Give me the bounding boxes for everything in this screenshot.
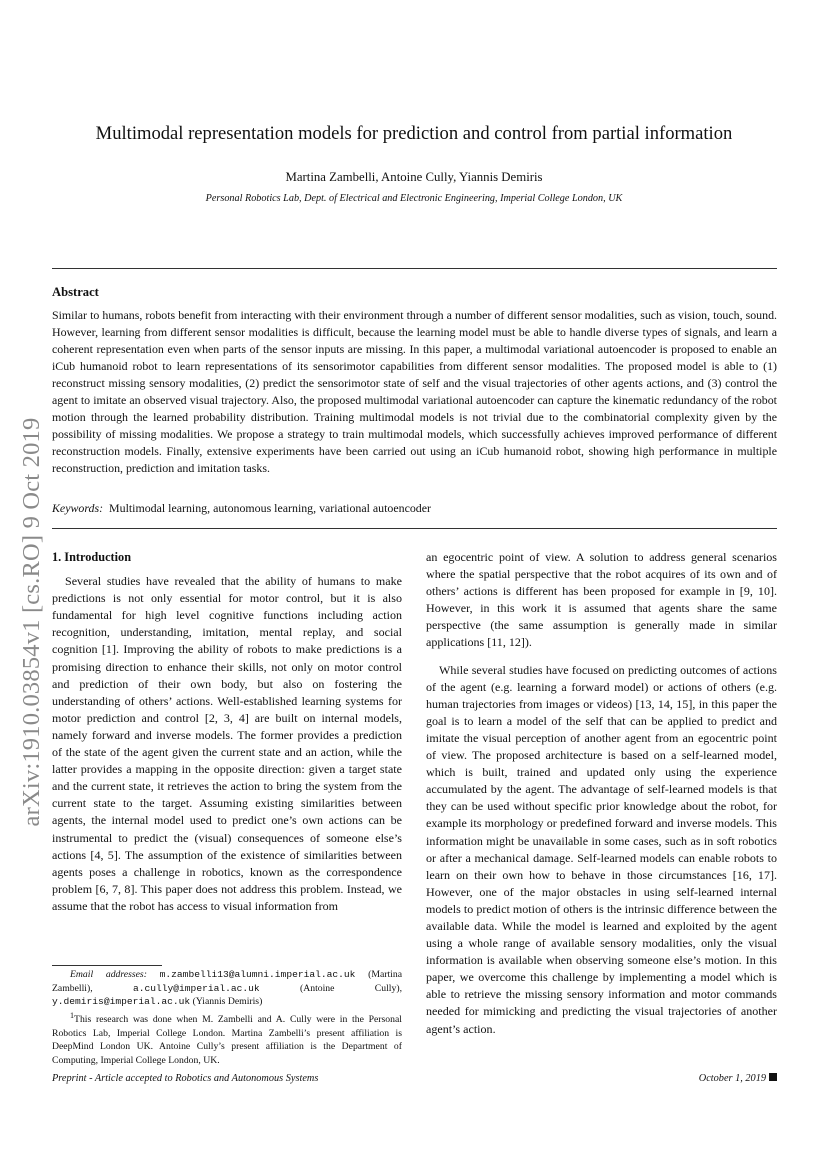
author-list: Martina Zambelli, Antoine Cully, Yiannis Demiris [285,170,543,184]
right-column [426,549,777,1038]
arxiv-sidebar [12,372,52,872]
footnotes [52,968,402,1067]
paper-title: Multimodal representation models for prediction and control from partial information [95,123,733,144]
footnote-text: This research was done when M. Zambelli and A. Cully were in the Personal Robotics Lab, Imperial College London. Martina Zambelli’s present affiliation is DeepMind London UK. Antoine Cully’s present affiliation is the Department of Computing, Imperial College London, UK. [52,1014,402,1066]
abstract-text: Similar to humans, robots benefit from interacting with their environment through a number of different sensor modalities, such as vision, touch, sound. However, learning from different sensor modalities is difficult, because the learning model must be able to handle diverse types of signals, and learn a coherent representation even when parts of the sensor inputs are missing. In this paper, a multimodal variational autoencoder is proposed to enable an iCub humanoid robot to learn representations of its sensorimotor capabilities from different sensor modalities. The proposed model is able to (1) reconstruct missing sensory modalities, (2) predict the sensorimotor state of self and the visual trajectories of other agents actions, and (3) control the agent to imitate an observed visual trajectory. Also, the proposed multimodal variational autoencoder can capture the kinematic redundancy of the robot motion through the learned probability distribution. Training multimodal models is not trivial due to the combinatorial complexity given by the possibility of missing modalities. We propose a strategy to train multimodal models, which successfully achieves improved performance of different reconstruction models. Finally, extensive experiments have been carried out using an iCub humanoid robot, showing high performance in multiple reconstruction, prediction and imitation tasks. [52,308,777,475]
intro-paragraph: Several studies have revealed that the ability of humans to make predictions is not only essential for motor control, but it is also fundamental for high level cognitive functions including action recognition, understanding, imitation, mental replay, and social cognition [1]. Improving the ability of robots to make predictions is a promising direction to enhance their skills, not only on motor control and prediction of their own body, but also on fostering the understanding of others’ actions. Well-established learning systems for motor prediction and control [2, 3, 4] are built on internal models, namely forward and inverse models. The former provides a prediction of the state of the agent given the current state and an action, while the latter provides a mapping in the opposite direction: given a target state and the current state, it retrieves the action to bring the system from the current state to the target. Assuming existing similarities between agents, the internal model used to predict one’s own actions can be instrumental to predict the (visual) consequences of someone else’s actions [4, 5]. The assumption of the existence of similarities between agents poses a challenge in robotics, known as the correspondence problem [6, 7, 8]. This paper does not address this problem. Instead, we assume that the robot has access to visual information from [52,574,402,913]
footnote-marker: 1 [70,1010,75,1020]
affiliation: Personal Robotics Lab, Dept. of Electrical and Electronic Engineering, Imperial College London, UK [205,193,623,204]
keywords-label: Keywords: [52,501,104,515]
email-link[interactable]: a.cully@imperial.ac.uk [132,982,260,994]
end-square-icon [769,1073,777,1081]
abstract-heading: Abstract [52,285,99,299]
email-owner: (Martina Zambelli), [52,969,403,994]
abstract-divider [52,528,777,529]
footnote-divider [52,965,162,966]
top-divider [52,268,777,269]
email-owner: (Yiannis Demiris) [192,996,263,1008]
footer-preprint-note: Preprint - Article accepted to Robotics and Autonomous Systems [52,1073,319,1084]
left-column [52,549,402,915]
footer-date: October 1, 2019 [698,1073,766,1084]
footer-date-block [699,1073,777,1084]
right-paragraph-1: an egocentric point of view. A solution to address general scenarios where the spatial perspective that the robot acquires of its own and of others’ actions is different has been proposed for example in [9, 10]. However, in this work it is assumed that agents share the same perspective (the same assumption is generally made in similar applications [11, 12]). [426,550,777,650]
right-paragraph-2: While several studies have focused on predicting outcomes of actions of the agent (e.g. learning a forward model) or actions of others (e.g. human trajectories from images or videos) [13, 14, 15], in this paper the goal is to learn a model of the self that can be applied to predict and imitate the visual perception of another agent from an egocentric point of view. The proposed architecture is based on a self-learned model, which is built, trained and updated only using the experience accumulated by the agent. The advantage of self-learned models is that they can be used without specific prior knowledge about the robot, for example its morphology or predefined forward and inverse models. This information might be unavailable in some cases, such as in soft robotics or after a mechanical damage. Self-learned models can enable robots to learn on their own how to behave in those circumstances [16, 17]. However, one of the major obstacles in using self-learned internal models to predict motion of others is the intrinsic difference between the available data. While the model is learned and exploited by the agent using a whole range of available sensory modalities, only the visual information is available when observing someone else’s motion. In this paper, we overcome this challenge by implementing a model which is able to retrieve the missing sensory information and motor commands needed for mimicking and predicting the visual trajectories of another agent’s action. [426,662,777,1036]
email-link[interactable]: y.demiris@imperial.ac.uk [52,996,191,1008]
arxiv-identifier: arXiv:1910.03854v1 [cs.RO] 9 Oct 2019 [18,417,45,827]
email-label: Email addresses: [70,969,147,980]
section-heading: 1. Introduction [52,550,132,564]
email-owner: (Antoine Cully), [300,982,402,994]
keywords-value: Multimodal learning, autonomous learning, variational autoencoder [109,501,431,515]
keywords-line [52,501,431,516]
email-link[interactable]: m.zambelli13@alumni.imperial.ac.uk [159,969,356,980]
